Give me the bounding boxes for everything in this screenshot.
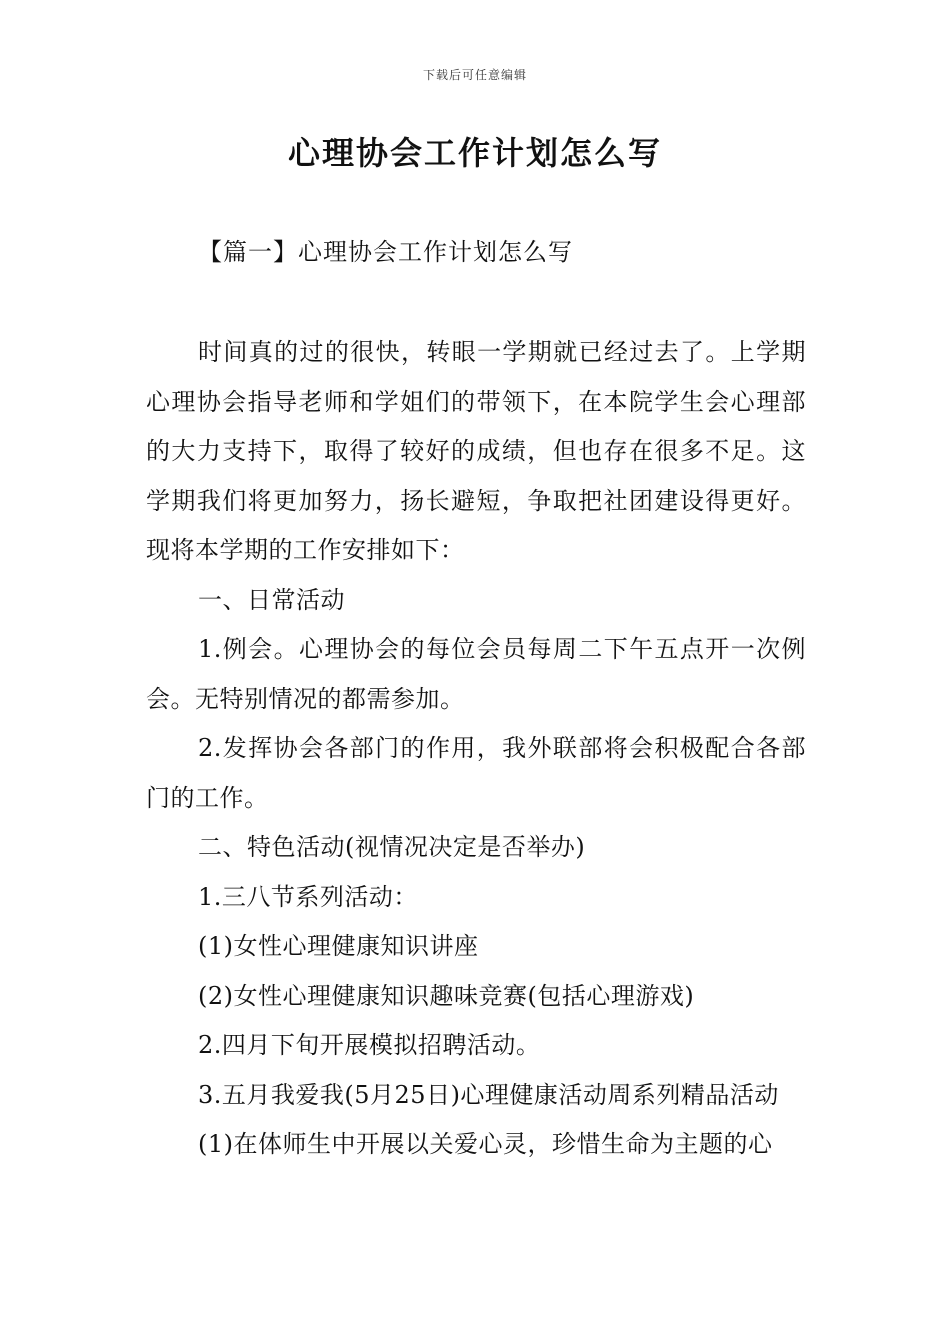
document-title: 心理协会工作计划怎么写 [287, 134, 662, 172]
page-header-note: 下载后可任意编辑 [422, 68, 527, 82]
paragraph-mock-recruitment: 2.四月下旬开展模拟招聘活动。 [198, 1031, 541, 1059]
paragraph-cherish-life: (1)在体师生中开展以关爱心灵，珍惜生命为主题的心 [198, 1130, 773, 1158]
paragraph-departments: 2.发挥协会各部门的作用，我外联部将会积极配合各部门的工作。 [146, 734, 806, 812]
section-heading: 【篇一】心理协会工作计划怎么写 [198, 238, 573, 266]
heading-daily-activities: 一、日常活动 [198, 585, 345, 614]
paragraph-weekly-meeting: 1.例会。心理协会的每位会员每周二下午五点开一次例会。无特别情况的都需参加。 [146, 635, 806, 713]
document-body [146, 328, 806, 1170]
paragraph-contest: (2)女性心理健康知识趣味竞赛(包括心理游戏) [198, 981, 695, 1010]
paragraph-intro: 时间真的过的很快，转眼一学期就已经过去了。上学期心理协会指导老师和学姐们的带领下，在本院学生会心理部的大力支持下，取得了较好的成绩，但也存在很多不足。这学期我们将更加努力，扬长避短，争取把社团建设得更好。现将本学期的工作安排如下： [146, 338, 806, 564]
paragraph-lecture: (1)女性心理健康知识讲座 [198, 932, 479, 960]
paragraph-womens-day: 1.三八节系列活动： [198, 882, 418, 911]
heading-special-activities: 二、特色活动(视情况决定是否举办) [198, 833, 586, 861]
paragraph-may-week: 3.五月我爱我(5月25日)心理健康活动周系列精品活动 [198, 1080, 779, 1109]
